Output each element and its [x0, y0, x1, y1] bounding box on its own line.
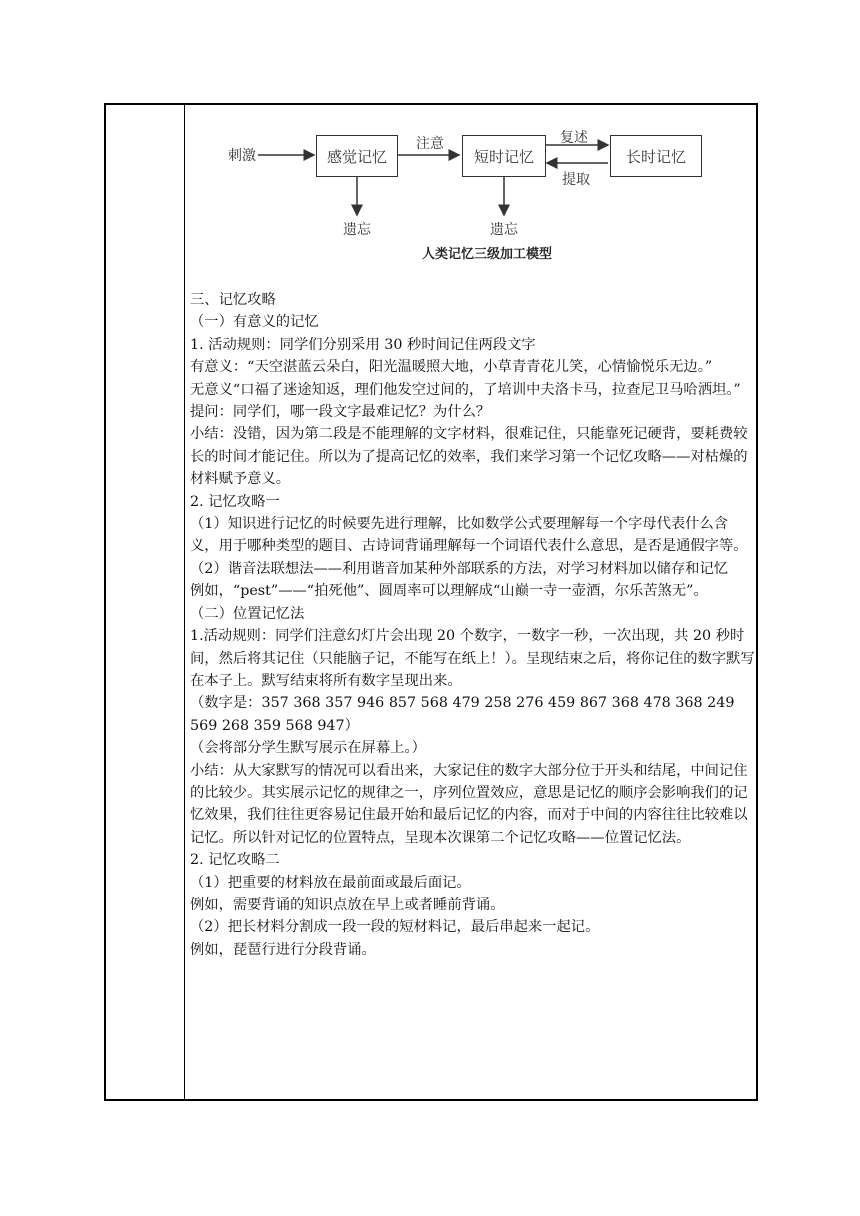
paragraph: 例如，琵琶行进行分段背诵。 [190, 941, 376, 958]
label-forget-1: 遗忘 [343, 222, 371, 238]
memory-model-diagram [190, 105, 756, 285]
lesson-text [190, 289, 756, 961]
label-attention: 注意 [416, 136, 444, 152]
table-left-column [106, 105, 185, 1099]
table-content-cell [190, 105, 756, 958]
label-rehearse: 复述 [560, 130, 588, 146]
paragraph: 小结：没错，因为第二段是不能理解的文字材料，很难记住，只能靠死记硬背，要耗费较长的时间才能记住。所以为了提高记忆的效率，我们来学习第一个记忆攻略——对枯燥的材料赋予意义。 [190, 426, 748, 488]
label-retrieve: 提取 [562, 172, 590, 188]
paragraph: 小结：从大家默写的情况可以看出来，大家记住的数字大部分位于开头和结尾，中间记住的比较少。其实展示记忆的规律之一，序列位置效应，意思是记忆的顺序会影响我们的记忆效果，我们往往更容易记住最开始和最后记忆的内容，而对于中间的内容往往比较难以记忆。所以针对记忆的位置特点，呈现本次课第二个记忆攻略——位置记忆法。 [190, 762, 748, 846]
paragraph: 无意义“口福了迷途知返，理们他发空过间的，了培训中夫洛卡马，拉查尼卫马哈洒坦。” [190, 381, 741, 398]
paragraph: （2）谐音法联想法——利用谐音加某种外部联系的方法，对学习材料加以储存和记忆 [190, 560, 729, 577]
box-long-term-memory: 长时记忆 [610, 135, 702, 177]
paragraph: 有意义：“天空湛蓝云朵白，阳光温暖照大地，小草青青花儿笑，心情愉悦乐无边。” [190, 359, 713, 376]
paragraph: 提问：同学们，哪一段文字最难记忆？为什么？ [190, 404, 491, 421]
section-heading: 三、记忆攻略 [190, 292, 276, 308]
paragraph: （数字是：357 368 357 946 857 568 479 258 276 459 867 368 478 368 249 569 268 359 568 947） [190, 695, 735, 734]
paragraph: （2）把长材料分割成一段一段的短材料记，最后串起来一起记。 [190, 919, 600, 936]
lesson-table [104, 103, 758, 1101]
paragraph: 例如，“pest”——“拍死他”、圆周率可以理解成“山巅一寺一壶酒，尔乐苦煞无”。 [190, 583, 708, 600]
paragraph: 1. 活动规则：同学们分别采用 30 秒时间记住两段文字 [190, 336, 536, 353]
subsection-heading: （一）有意义的记忆 [190, 314, 319, 331]
paragraph: （1）知识进行记忆的时候要先进行理解，比如数学公式要理解每一个字母代表什么含义，用于哪种类型的题目、古诗词背诵理解每一个词语代表什么意思，是否是通假字等。 [190, 516, 748, 555]
paragraph: （会将部分学生默写展示在屏幕上。） [190, 740, 426, 757]
paragraph: 2. 记忆攻略一 [190, 493, 280, 510]
label-stimulus: 刺激 [228, 148, 256, 164]
paragraph: 例如，需要背诵的知识点放在早上或者睡前背诵。 [190, 896, 505, 913]
paragraph: 1.活动规则：同学们注意幻灯片会出现 20 个数字，一数字一秒，一次出现，共 20 秒时间，然后将其记住（只能脑子记，不能写在纸上！）。呈现结束之后，将你记住的数字默写在本子上。默写结束将所有数字呈现出来。 [190, 628, 755, 689]
subsection-heading: （二）位置记忆法 [190, 605, 305, 622]
box-short-term-memory: 短时记忆 [462, 135, 546, 177]
paragraph: （1）把重要的材料放在最前面或最后面记。 [190, 874, 471, 891]
box-sensory-memory: 感觉记忆 [316, 135, 398, 177]
diagram-caption: 人类记忆三级加工模型 [422, 247, 553, 262]
paragraph: 2. 记忆攻略二 [190, 852, 280, 869]
label-forget-2: 遗忘 [490, 222, 518, 238]
